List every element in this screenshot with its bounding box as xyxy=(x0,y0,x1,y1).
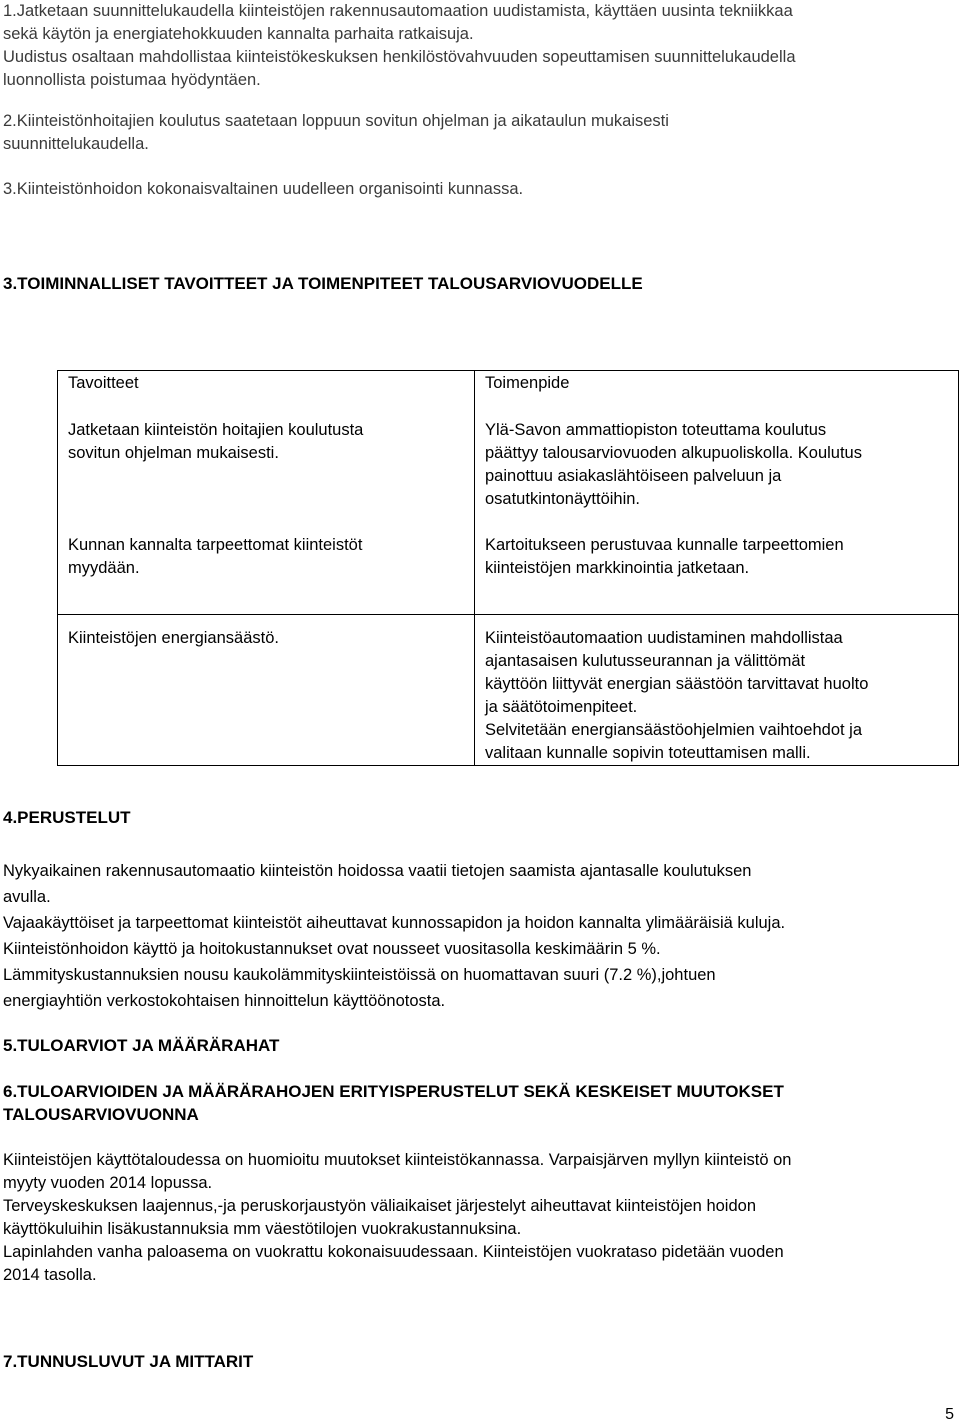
goal-text: myydään. xyxy=(68,559,140,577)
goal-text: Kiinteistöjen energiansäästö. xyxy=(68,629,279,647)
table-row xyxy=(58,615,959,766)
body-line: Terveyskeskuksen laajennus,-ja peruskorjaustyön väliaikaiset järjestelyt aiheuttavat kiinteistöjen hoidon xyxy=(3,1197,756,1215)
body-line: käyttökuluihin lisäkustannuksia mm väestötilojen vuokrakustannuksina. xyxy=(3,1220,522,1238)
action-text: valitaan kunnalle sopivin toteuttamisen malli. xyxy=(485,744,811,762)
intro-item-1-line: luonnollista poistumaa hyödyntäen. xyxy=(3,71,261,89)
section-6-heading-line: 6.TULOARVIOIDEN JA MÄÄRÄRAHOJEN ERITYISPERUSTELUT SEKÄ KESKEISET MUUTOKSET xyxy=(3,1082,784,1101)
intro-item-1-line: sekä käytön ja energiatehokkuuden kannalta parhaita ratkaisuja. xyxy=(3,25,474,43)
intro-item-1-line: Uudistus osaltaan mahdollistaa kiinteistökeskuksen henkilöstövahvuuden sopeuttamisen suunnittelukaudella xyxy=(3,48,796,66)
body-line: myyty vuoden 2014 lopussa. xyxy=(3,1174,213,1192)
intro-item-2-line: 2.Kiinteistönhoitajien koulutus saatetaan loppuun sovitun ohjelman ja aikataulun mukaisesti xyxy=(3,112,669,130)
body-line: 2014 tasolla. xyxy=(3,1266,97,1284)
body-line: Lämmityskustannuksien nousu kaukolämmityskiinteistöissä on huomattavan suuri (7.2 %),johtuen xyxy=(3,966,716,984)
col2-header: Toimenpide xyxy=(485,374,570,392)
body-line: Kiinteistöjen käyttötaloudessa on huomioitu muutokset kiinteistökannassa. Varpaisjärven myllyn kiinteistö on xyxy=(3,1151,792,1169)
intro-item-2 xyxy=(3,110,669,156)
action-text: Selvitetään energiansäästöohjelmien vaihtoehdot ja xyxy=(485,721,863,739)
table-row xyxy=(58,371,959,615)
section-4-body xyxy=(3,858,955,1014)
goal-text: Kunnan kannalta tarpeettomat kiinteistöt xyxy=(68,536,363,554)
section-7-heading: 7.TUNNUSLUVUT JA MITTARIT xyxy=(3,1352,254,1371)
action-text: ajantasaisen kulutusseurannan ja välittömät xyxy=(485,652,806,670)
actions-cell xyxy=(475,371,959,615)
action-text: osatutkintonäyttöihin. xyxy=(485,490,641,508)
body-line: Lapinlahden vanha paloasema on vuokrattu kokonaisuudessaan. Kiinteistöjen vuokrataso pidetään vuoden xyxy=(3,1243,784,1261)
action-text: Kiinteistöautomaation uudistaminen mahdollistaa xyxy=(485,629,843,647)
section-3-heading: 3.TOIMINNALLISET TAVOITTEET JA TOIMENPITEET TALOUSARVIOVUODELLE xyxy=(3,274,643,293)
goals-table xyxy=(57,370,959,766)
action-text: päättyy talousarviovuoden alkupuoliskolla. Koulutus xyxy=(485,444,862,462)
section-6-heading-line: TALOUSARVIOVUONNA xyxy=(3,1105,199,1124)
body-line: Kiinteistönhoidon käyttö ja hoitokustannukset ovat nousseet vuositasolla keskimäärin 5 %. xyxy=(3,940,661,958)
action-text: ja säätötoimenpiteet. xyxy=(485,698,638,716)
action-text: painottuu asiakaslähtöiseen palveluun ja xyxy=(485,467,782,485)
action-text: Ylä-Savon ammattiopiston toteuttama koulutus xyxy=(485,421,827,439)
action-text: kiinteistöjen markkinointia jatketaan. xyxy=(485,559,750,577)
goal-text: Jatketaan kiinteistön hoitajien koulutusta xyxy=(68,421,364,439)
intro-item-1 xyxy=(3,0,955,92)
intro-item-1-line: 1.Jatketaan suunnittelukaudella kiinteistöjen rakennusautomaation uudistamista, käyttäen uusinta tekniikkaa xyxy=(3,2,793,20)
goals-cell xyxy=(58,615,475,766)
col1-header: Tavoitteet xyxy=(68,374,139,392)
body-line: Vajaakäyttöiset ja tarpeettomat kiinteistöt aiheuttavat kunnossapidon ja hoidon kannalta ylimääräisiä kuluja. xyxy=(3,914,786,932)
section-5-heading: 5.TULOARVIOT JA MÄÄRÄRAHAT xyxy=(3,1036,280,1055)
actions-cell xyxy=(475,615,959,766)
section-6-heading xyxy=(3,1080,784,1126)
body-line: Nykyaikainen rakennusautomaatio kiinteistön hoidossa vaatii tietojen saamista ajantasalle koulutuksen xyxy=(3,862,752,880)
body-line: avulla. xyxy=(3,888,51,906)
section-6-body xyxy=(3,1149,955,1287)
action-text: käyttöön liittyvät energian säästöön tarvittavat huolto xyxy=(485,675,869,693)
action-text: Kartoitukseen perustuvaa kunnalle tarpeettomien xyxy=(485,536,844,554)
page-number: 5 xyxy=(945,1406,954,1423)
intro-item-2-line: suunnittelukaudella. xyxy=(3,135,149,153)
body-line: energiayhtiön verkostokohtaisen hinnoittelun käyttöönotosta. xyxy=(3,992,446,1010)
intro-item-3: 3.Kiinteistönhoidon kokonaisvaltainen uudelleen organisointi kunnassa. xyxy=(3,180,524,198)
section-4-heading: 4.PERUSTELUT xyxy=(3,808,131,827)
goal-text: sovitun ohjelman mukaisesti. xyxy=(68,444,279,462)
goals-cell xyxy=(58,371,475,615)
